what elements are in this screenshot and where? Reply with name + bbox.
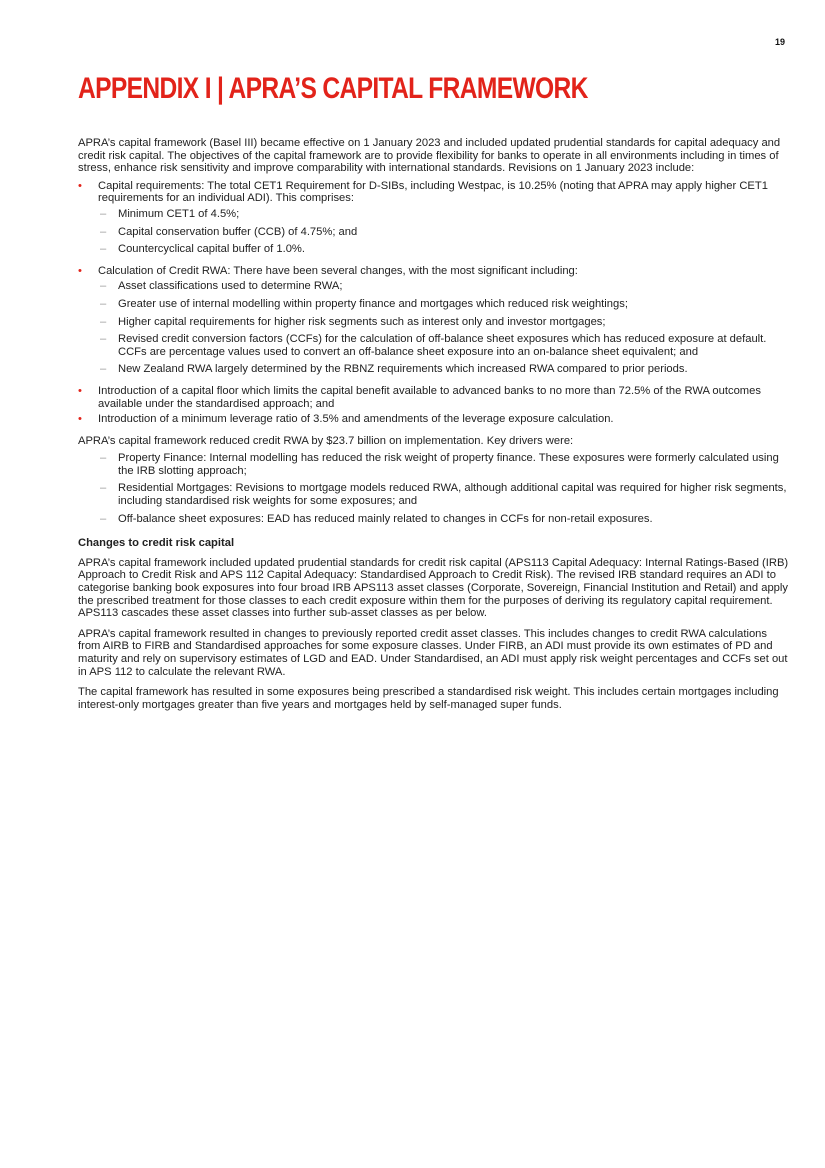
list-item (78, 180, 790, 256)
sub-list-item: – Minimum CET1 of 4.5%; (98, 208, 790, 221)
intro-paragraph: APRA’s capital framework (Basel III) became effective on 1 January 2023 and included updated prudential standards for capital adequacy and credit risk capital. The objectives of the capital framework are to provide flexibility for banks to operate in all environments including in times of stress, enhance risk sensitivity and improve comparability with international standards. Revisions on 1 January 2023 include: (78, 137, 781, 175)
drivers-list (78, 452, 790, 525)
sub-list-item: – Property Finance: Internal modelling has reduced the risk weight of property finance. These exposures were formerly calculated using the IRB slotting approach; (98, 452, 790, 477)
list-item-text: Capital requirements: The total CET1 Requirement for D-SIBs, including Westpac, is 10.25% (noting that APRA may apply higher CET1 requirements for an individual ADI). This comprises: (98, 179, 768, 205)
sub-list (98, 208, 790, 256)
sub-list-item: – Residential Mortgages: Revisions to mortgage models reduced RWA, although additional capital was required for higher risk segments, including standardised risk weights for some exposures; and (98, 482, 790, 507)
document-body (78, 137, 790, 719)
sub-list-item: – Revised credit conversion factors (CCFs) for the calculation of off-balance sheet exposures which has reduced exposure at default. CCFs are percentage values used to convert an off-balance sheet exposure into an on-balance sheet equivalent; and (98, 333, 790, 358)
body-paragraph: The capital framework has resulted in some exposures being prescribed a standardised risk weight. This includes certain mortgages including interest-only mortgages greater than five years and mortgages held by self-managed super funds. (78, 686, 779, 711)
list-item: • Introduction of a capital floor which limits the capital benefit available to advanced banks to no more than 72.5% of the RWA outcomes available under the standardised approach; and (78, 385, 790, 410)
sub-list (98, 280, 790, 376)
list-item-text: Calculation of Credit RWA: There have been several changes, with the most significant including: (98, 264, 578, 277)
sub-list-item: – Higher capital requirements for higher risk segments such as interest only and investor mortgages; (98, 316, 790, 329)
sub-list-item: – Countercyclical capital buffer of 1.0%. (98, 243, 790, 256)
body-paragraph: APRA’s capital framework resulted in changes to previously reported credit asset classes. This includes changes to credit RWA calculations from AIRB to FIRB and Standardised approaches for some exposure classes. Under FIRB, an ADI must provide its own estimates of PD and maturity and rely on supervisory estimates of LGD and EAD. Under Standardised, an ADI must apply risk weight percentages and CCFs set out in APS 112 to calculate the relevant RWA. (78, 627, 788, 678)
sub-list-item: – Capital conservation buffer (CCB) of 4.75%; and (98, 226, 790, 239)
page-number: 19 (774, 37, 785, 47)
sub-list-item: – New Zealand RWA largely determined by the RBNZ requirements which increased RWA compared to prior periods. (98, 363, 790, 376)
list-item: • Introduction of a minimum leverage ratio of 3.5% and amendments of the leverage exposure calculation. (78, 413, 790, 426)
sub-list-item: – Off-balance sheet exposures: EAD has reduced mainly related to changes in CCFs for non-retail exposures. (98, 513, 790, 526)
sub-list-item: – Greater use of internal modelling within property finance and mortgages which reduced risk weightings; (98, 298, 790, 311)
body-paragraph: APRA’s capital framework included updated prudential standards for credit risk capital (APS113 Capital Adequacy: Internal Ratings-Based (IRB) Approach to Credit Risk and APS 112 Capital Adequacy: Standardised Approach to Credit Risk). The revised IRB standard requires an ADI to categorise banking book exposures into four broad IRB APS113 asset classes (Corporate, Sovereign, Financial Institution and Retail) and apply the prescribed treatment for those classes to each credit exposure within them for the purposes of deriving its regulatory capital requirement. APS113 cascades these asset classes into further sub-asset classes as per below. (78, 556, 789, 620)
sub-list-item: – Asset classifications used to determine RWA; (98, 280, 790, 293)
page-title: APPENDIX I | APRA’S CAPITAL FRAMEWORK (78, 72, 588, 105)
rwa-paragraph: APRA’s capital framework reduced credit RWA by $23.7 billion on implementation. Key drivers were: (78, 434, 574, 447)
revisions-list (78, 180, 790, 426)
section-heading: Changes to credit risk capital (78, 537, 235, 550)
list-item (78, 265, 790, 376)
